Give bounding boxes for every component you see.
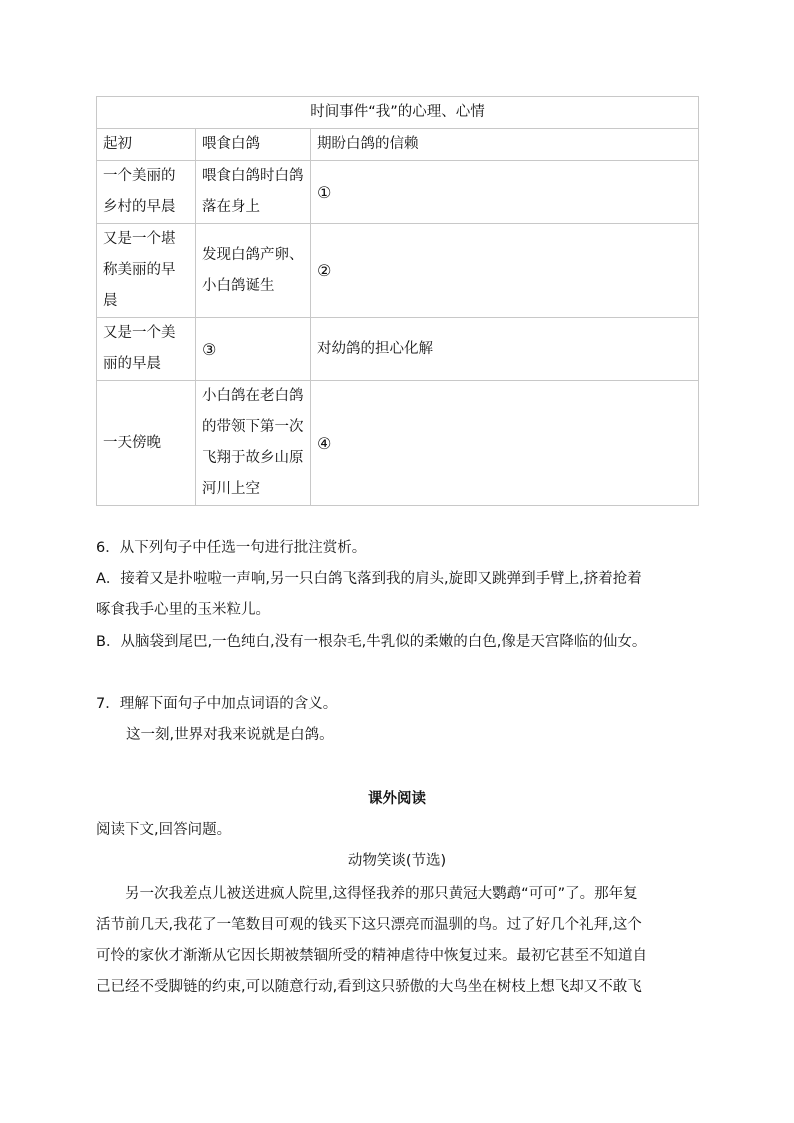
table-cell-time: 一天傍晚	[97, 381, 196, 506]
question-7-title: 7．理解下面句子中加点词语的含义。	[96, 696, 338, 712]
table-row	[97, 224, 699, 318]
table-cell: 起初	[97, 129, 196, 161]
table-cell-event: 喂食白鸽时白鸽落在身上	[196, 161, 311, 224]
table-header-row	[97, 97, 699, 129]
table-cell-feeling: ④	[311, 381, 699, 506]
passage-line: 另一次我差点儿被送进疯人院里,这得怪我养的那只黄冠大鹦鹉“可可”了。那年复	[125, 886, 638, 902]
reading-instruction: 阅读下文,回答问题。	[96, 822, 232, 838]
question-6-title: 6．从下列句子中任选一句进行批注赏析。	[96, 540, 367, 556]
passage-line: 可怜的家伙才渐渐从它因长期被禁锢所受的精神虐待中恢复过来。最初它甚至不知道自	[96, 948, 647, 964]
table-cell-feeling: 对幼鸽的担心化解	[311, 318, 699, 381]
passage-line: 活节前几天,我花了一笔数目可观的钱买下这只漂亮而温驯的鸟。过了好几个礼拜,这个	[96, 917, 642, 933]
passage-body	[96, 879, 698, 1003]
section-heading: 课外阅读	[368, 791, 426, 807]
question-7-sentence: 这一刻,世界对我来说就是白鸽。	[126, 727, 334, 743]
table-cell-feeling: ①	[311, 161, 699, 224]
feelings-table	[96, 96, 699, 506]
table-row	[97, 318, 699, 381]
table-header: 时间事件“我”的心理、心情	[97, 97, 699, 129]
table-cell-time: 又是一个美丽的早晨	[97, 318, 196, 381]
table-cell-event: ③	[196, 318, 311, 381]
passage-title: 动物笑谈(节选)	[347, 853, 447, 869]
question-6-option-b: B．从脑袋到尾巴,一色纯白,没有一根杂毛,牛乳似的柔嫩的白色,像是天宫降临的仙女。	[96, 634, 647, 650]
table-cell-time: 一个美丽的乡村的早晨	[97, 161, 196, 224]
table-cell-time: 又是一个堪称美丽的早晨	[97, 224, 196, 318]
question-6-option-a-line2: 啄食我手心里的玉米粒儿。	[96, 602, 270, 618]
table-row	[97, 129, 699, 161]
table-cell: 期盼白鸽的信赖	[311, 129, 699, 161]
question-6-option-a-line1: A．接着又是扑啦啦一声响,另一只白鸽飞落到我的肩头,旋即又跳弹到手臂上,挤着抢着	[96, 571, 642, 587]
table-cell-event: 小白鸽在老白鸽的带领下第一次飞翔于故乡山原河川上空	[196, 381, 311, 506]
passage-line: 己已经不受脚链的约束,可以随意行动,看到这只骄傲的大鸟坐在树枝上想飞却又不敢飞	[96, 979, 642, 995]
table-cell-feeling: ②	[311, 224, 699, 318]
table-cell-event: 发现白鸽产卵、小白鸽诞生	[196, 224, 311, 318]
table-row	[97, 381, 699, 506]
table-cell: 喂食白鸽	[196, 129, 311, 161]
table-row	[97, 161, 699, 224]
